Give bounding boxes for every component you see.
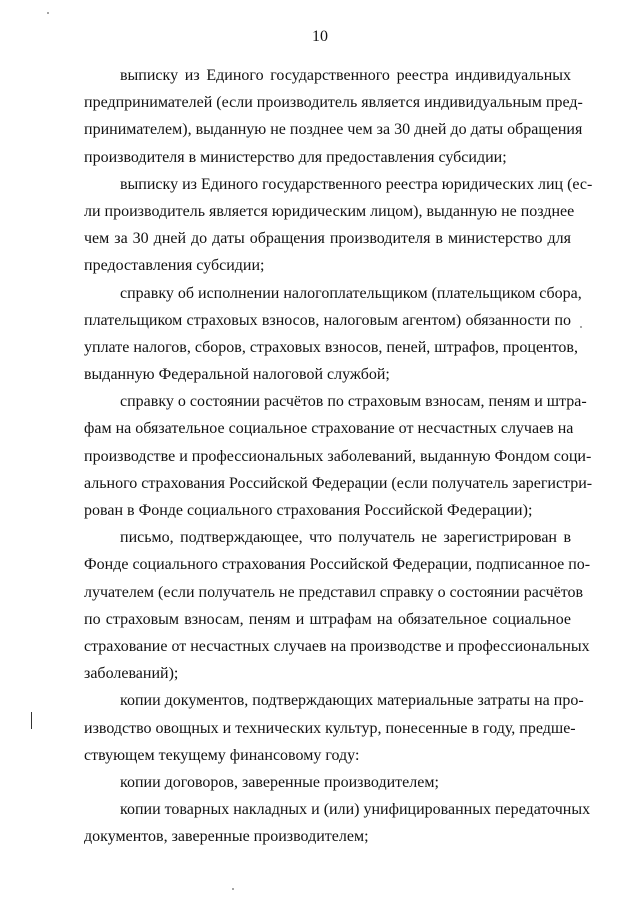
text-line: производителя в министерство для предоставления субсидии; [84,148,507,166]
text-line: плательщиком страховых взносов, налоговым агентом) обязанности по [84,311,571,329]
text-line: фам на обязательное социальное страхование от несчастных случаев на [84,420,574,438]
text-line: копии договоров, заверенные производителем; [120,773,439,791]
document-body [84,62,593,850]
text-line: чем за 30 дней до даты обращения производителя в министерство для [84,230,571,248]
text-line: производстве и профессиональных заболеваний, выданную Фондом соци- [84,447,592,465]
text-line: изводство овощных и технических культур, понесенные в году, предше- [84,719,576,737]
paragraph-social-insurance-certificate [84,388,593,524]
paragraph-contract-copies [84,769,571,796]
text-line: ального страхования Российской Федерации (если получатель зарегистри- [84,474,593,492]
text-line: по страховым взносам, пеням и штрафам на обязательное социальное [84,610,571,628]
text-line: лучателем (если получатель не представил справку о состоянии расчётов [84,583,584,601]
paragraph-egrip-extract [84,62,583,171]
text-line: справку об исполнении налогоплательщиком (плательщиком сбора, [120,284,582,302]
text-line: выписку из Единого государственного реестра индивидуальных [120,67,571,84]
text-line: заболеваний); [84,665,179,683]
text-line: письмо, подтверждающее, что получатель не зарегистрирован в [120,529,571,547]
page-number: 10 [312,28,328,45]
scan-speck [47,12,49,14]
margin-mark [31,712,32,729]
scan-speck [580,326,582,328]
paragraph-egrul-extract [84,171,593,280]
text-line: рован в Фонде социального страхования Российской Федерации); [84,502,533,519]
text-line: копии документов, подтверждающих материальные затраты на про- [120,692,584,710]
paragraph-tax-certificate [84,280,582,389]
text-line: ствующем текущему финансовому году: [84,746,360,764]
text-line: предоставления субсидии; [84,257,265,275]
text-line: страхование от несчастных случаев на производстве и профессиональных [84,637,590,655]
text-line: Фонде социального страхования Российской Федерации, подписанное по- [84,556,591,574]
text-line: принимателем), выданную не позднее чем за 30 дней до даты обращения [84,121,583,139]
text-line: ли производитель является юридическим лицом), выданную не позднее [84,202,575,220]
text-line: выданную Федеральной налоговой службой; [84,366,390,384]
paragraph-cost-documents [84,687,584,769]
text-line: справку о состоянии расчётов по страховым взносам, пеням и штра- [120,393,587,411]
paragraph-confirmation-letter [84,524,591,687]
text-line: копии товарных накладных и (или) унифицированных передаточных [120,801,591,819]
text-line: уплате налогов, сборов, страховых взносов, пеней, штрафов, процентов, [84,338,578,356]
text-line: выписку из Единого государственного реестра юридических лиц (ес- [120,175,593,193]
text-line: предпринимателей (если производитель является индивидуальным пред- [84,94,583,112]
paragraph-invoice-copies [84,796,591,850]
text-line: документов, заверенные производителем; [84,828,369,846]
scan-speck [232,888,234,890]
